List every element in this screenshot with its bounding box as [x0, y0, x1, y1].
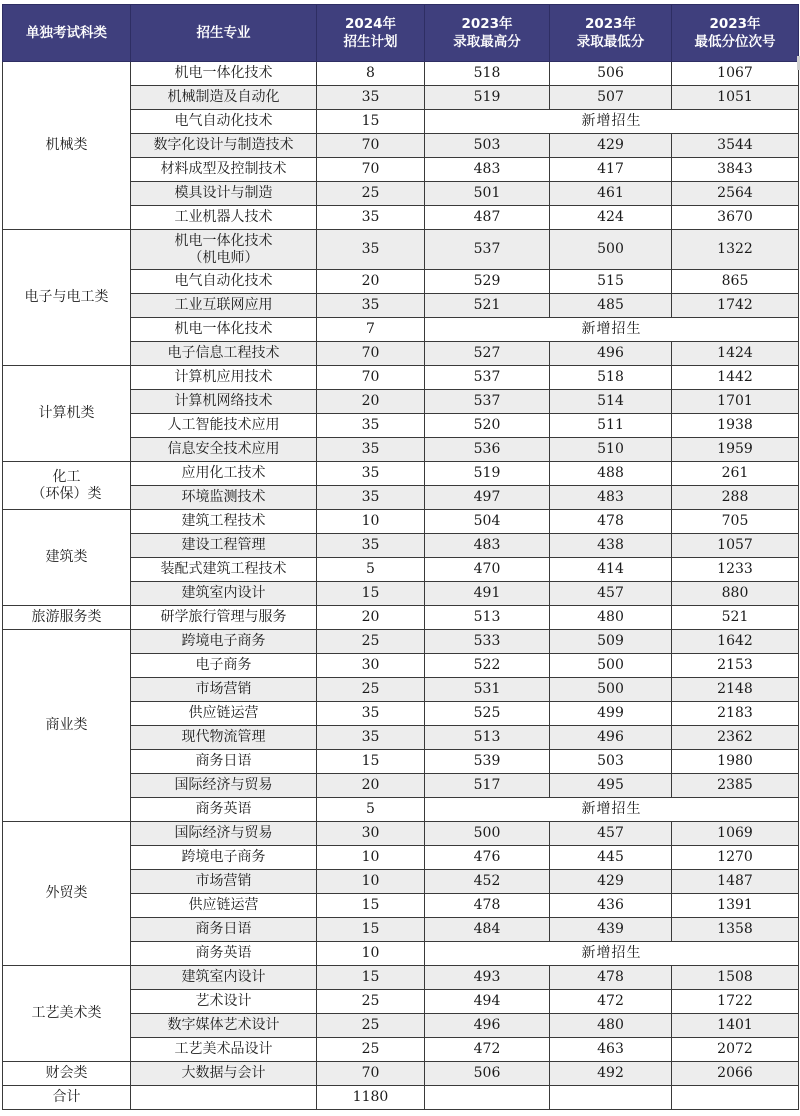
- low-score-cell: 472: [550, 990, 672, 1014]
- major-cell: 跨境电子商务: [131, 846, 317, 870]
- high-score-cell: 519: [425, 462, 550, 486]
- major-cell: 商务日语: [131, 918, 317, 942]
- plan-cell: 7: [317, 318, 425, 342]
- low-score-cell: 438: [550, 534, 672, 558]
- major-cell: 模具设计与制造: [131, 182, 317, 206]
- table-body: [3, 62, 799, 1110]
- major-cell: 建筑工程技术: [131, 510, 317, 534]
- high-score-cell: 491: [425, 582, 550, 606]
- admissions-table: [2, 4, 799, 1110]
- high-score-cell: 484: [425, 918, 550, 942]
- new-enrollment-note: 新增招生: [425, 110, 799, 134]
- low-score-cell: 424: [550, 206, 672, 230]
- major-cell: 数字媒体艺术设计: [131, 1014, 317, 1038]
- total-empty-cell: [425, 1086, 550, 1110]
- high-score-cell: 487: [425, 206, 550, 230]
- rank-cell: 3843: [672, 158, 799, 182]
- rank-cell: 1270: [672, 846, 799, 870]
- major-cell: 计算机网络技术: [131, 390, 317, 414]
- low-score-cell: 507: [550, 86, 672, 110]
- table-row: [3, 966, 799, 990]
- plan-cell: 10: [317, 870, 425, 894]
- plan-cell: 70: [317, 342, 425, 366]
- low-score-cell: 461: [550, 182, 672, 206]
- high-score-cell: 452: [425, 870, 550, 894]
- plan-cell: 15: [317, 966, 425, 990]
- header-category: 单独考试科类: [3, 5, 131, 62]
- low-score-cell: 500: [550, 230, 672, 270]
- header-rank: 2023年 最低分位次号: [672, 5, 799, 62]
- rank-cell: 2153: [672, 654, 799, 678]
- total-label: 合计: [3, 1086, 131, 1110]
- rank-cell: 1959: [672, 438, 799, 462]
- low-score-cell: 514: [550, 390, 672, 414]
- rank-cell: 1742: [672, 294, 799, 318]
- low-score-cell: 496: [550, 726, 672, 750]
- total-empty-cell: [550, 1086, 672, 1110]
- plan-cell: 70: [317, 366, 425, 390]
- high-score-cell: 521: [425, 294, 550, 318]
- low-score-cell: 480: [550, 1014, 672, 1038]
- rank-cell: 1391: [672, 894, 799, 918]
- low-score-cell: 500: [550, 678, 672, 702]
- table-header: [3, 5, 799, 62]
- major-cell: 计算机应用技术: [131, 366, 317, 390]
- high-score-cell: 525: [425, 702, 550, 726]
- category-cell: 财会类: [3, 1062, 131, 1086]
- header-high-score: 2023年 录取最高分: [425, 5, 550, 62]
- plan-cell: 15: [317, 582, 425, 606]
- plan-cell: 35: [317, 726, 425, 750]
- plan-cell: 25: [317, 990, 425, 1014]
- plan-cell: 10: [317, 846, 425, 870]
- plan-cell: 35: [317, 486, 425, 510]
- plan-cell: 70: [317, 1062, 425, 1086]
- table-row: [3, 1062, 799, 1086]
- plan-cell: 20: [317, 774, 425, 798]
- low-score-cell: 506: [550, 62, 672, 86]
- high-score-cell: 537: [425, 230, 550, 270]
- major-cell: 商务英语: [131, 798, 317, 822]
- low-score-cell: 457: [550, 582, 672, 606]
- low-score-cell: 499: [550, 702, 672, 726]
- total-row: [3, 1086, 799, 1110]
- table-row: [3, 606, 799, 630]
- high-score-cell: 536: [425, 438, 550, 462]
- plan-cell: 8: [317, 62, 425, 86]
- major-cell: 研学旅行管理与服务: [131, 606, 317, 630]
- rank-cell: 1442: [672, 366, 799, 390]
- major-cell: 机电一体化技术: [131, 62, 317, 86]
- rank-cell: 705: [672, 510, 799, 534]
- category-cell: 机械类: [3, 62, 131, 230]
- high-score-cell: 531: [425, 678, 550, 702]
- rank-cell: 3670: [672, 206, 799, 230]
- plan-cell: 5: [317, 558, 425, 582]
- rank-cell: 1980: [672, 750, 799, 774]
- table-row: [3, 462, 799, 486]
- high-score-cell: 537: [425, 390, 550, 414]
- category-cell: 电子与电工类: [3, 230, 131, 366]
- major-cell: 国际经济与贸易: [131, 822, 317, 846]
- plan-cell: 25: [317, 630, 425, 654]
- high-score-cell: 476: [425, 846, 550, 870]
- rank-cell: 1067: [672, 62, 799, 86]
- category-cell: 工艺美术类: [3, 966, 131, 1062]
- low-score-cell: 500: [550, 654, 672, 678]
- plan-cell: 5: [317, 798, 425, 822]
- major-cell: 工业机器人技术: [131, 206, 317, 230]
- low-score-cell: 480: [550, 606, 672, 630]
- plan-cell: 70: [317, 134, 425, 158]
- major-cell: 建筑室内设计: [131, 582, 317, 606]
- plan-cell: 25: [317, 678, 425, 702]
- major-cell: 跨境电子商务: [131, 630, 317, 654]
- major-cell: 建设工程管理: [131, 534, 317, 558]
- table-row: [3, 822, 799, 846]
- high-score-cell: 493: [425, 966, 550, 990]
- plan-cell: 35: [317, 294, 425, 318]
- major-cell: 电气自动化技术: [131, 110, 317, 134]
- major-cell: 供应链运营: [131, 702, 317, 726]
- plan-cell: 35: [317, 702, 425, 726]
- high-score-cell: 483: [425, 534, 550, 558]
- table-row: [3, 230, 799, 270]
- rank-cell: 1701: [672, 390, 799, 414]
- low-score-cell: 478: [550, 966, 672, 990]
- high-score-cell: 539: [425, 750, 550, 774]
- high-score-cell: 504: [425, 510, 550, 534]
- low-score-cell: 478: [550, 510, 672, 534]
- plan-cell: 25: [317, 1038, 425, 1062]
- major-cell: 材料成型及控制技术: [131, 158, 317, 182]
- low-score-cell: 429: [550, 870, 672, 894]
- major-cell: 环境监测技术: [131, 486, 317, 510]
- low-score-cell: 483: [550, 486, 672, 510]
- rank-cell: 865: [672, 270, 799, 294]
- high-score-cell: 513: [425, 606, 550, 630]
- major-cell: 建筑室内设计: [131, 966, 317, 990]
- high-score-cell: 506: [425, 1062, 550, 1086]
- total-empty-cell: [672, 1086, 799, 1110]
- plan-cell: 25: [317, 182, 425, 206]
- high-score-cell: 501: [425, 182, 550, 206]
- plan-cell: 35: [317, 230, 425, 270]
- table-row: [3, 510, 799, 534]
- rank-cell: 3544: [672, 134, 799, 158]
- low-score-cell: 436: [550, 894, 672, 918]
- major-cell: 艺术设计: [131, 990, 317, 1014]
- plan-cell: 10: [317, 942, 425, 966]
- plan-cell: 25: [317, 1014, 425, 1038]
- low-score-cell: 417: [550, 158, 672, 182]
- low-score-cell: 510: [550, 438, 672, 462]
- rank-cell: 261: [672, 462, 799, 486]
- plan-cell: 70: [317, 158, 425, 182]
- header-plan: 2024年 招生计划: [317, 5, 425, 62]
- plan-cell: 35: [317, 462, 425, 486]
- low-score-cell: 445: [550, 846, 672, 870]
- major-cell: 机械制造及自动化: [131, 86, 317, 110]
- plan-cell: 20: [317, 270, 425, 294]
- rank-cell: 1233: [672, 558, 799, 582]
- low-score-cell: 492: [550, 1062, 672, 1086]
- rank-cell: 2385: [672, 774, 799, 798]
- rank-cell: 1401: [672, 1014, 799, 1038]
- rank-cell: 2362: [672, 726, 799, 750]
- rank-cell: 1938: [672, 414, 799, 438]
- rank-cell: 1642: [672, 630, 799, 654]
- high-score-cell: 518: [425, 62, 550, 86]
- major-cell: 现代物流管理: [131, 726, 317, 750]
- rank-cell: 2148: [672, 678, 799, 702]
- plan-cell: 35: [317, 438, 425, 462]
- high-score-cell: 533: [425, 630, 550, 654]
- rank-cell: 1722: [672, 990, 799, 1014]
- high-score-cell: 496: [425, 1014, 550, 1038]
- plan-cell: 35: [317, 206, 425, 230]
- category-cell: 计算机类: [3, 366, 131, 462]
- new-enrollment-note: 新增招生: [425, 318, 799, 342]
- major-cell: 信息安全技术应用: [131, 438, 317, 462]
- major-cell: 应用化工技术: [131, 462, 317, 486]
- low-score-cell: 509: [550, 630, 672, 654]
- plan-cell: 30: [317, 654, 425, 678]
- major-cell: 商务日语: [131, 750, 317, 774]
- major-cell: 机电一体化技术: [131, 318, 317, 342]
- plan-cell: 20: [317, 606, 425, 630]
- plan-cell: 20: [317, 390, 425, 414]
- high-score-cell: 537: [425, 366, 550, 390]
- high-score-cell: 494: [425, 990, 550, 1014]
- high-score-cell: 470: [425, 558, 550, 582]
- plan-cell: 15: [317, 750, 425, 774]
- category-cell: 外贸类: [3, 822, 131, 966]
- rank-cell: 1051: [672, 86, 799, 110]
- low-score-cell: 457: [550, 822, 672, 846]
- high-score-cell: 519: [425, 86, 550, 110]
- major-cell: 装配式建筑工程技术: [131, 558, 317, 582]
- low-score-cell: 515: [550, 270, 672, 294]
- category-cell: 旅游服务类: [3, 606, 131, 630]
- major-cell: 人工智能技术应用: [131, 414, 317, 438]
- low-score-cell: 503: [550, 750, 672, 774]
- high-score-cell: 527: [425, 342, 550, 366]
- low-score-cell: 463: [550, 1038, 672, 1062]
- table-row: [3, 62, 799, 86]
- category-cell: 商业类: [3, 630, 131, 822]
- header-low-score: 2023年 录取最低分: [550, 5, 672, 62]
- rank-cell: 1069: [672, 822, 799, 846]
- new-enrollment-note: 新增招生: [425, 798, 799, 822]
- plan-cell: 15: [317, 918, 425, 942]
- rank-cell: 2183: [672, 702, 799, 726]
- low-score-cell: 429: [550, 134, 672, 158]
- rank-cell: 1358: [672, 918, 799, 942]
- high-score-cell: 478: [425, 894, 550, 918]
- high-score-cell: 529: [425, 270, 550, 294]
- high-score-cell: 517: [425, 774, 550, 798]
- high-score-cell: 483: [425, 158, 550, 182]
- plan-cell: 30: [317, 822, 425, 846]
- low-score-cell: 495: [550, 774, 672, 798]
- low-score-cell: 488: [550, 462, 672, 486]
- major-cell: 商务英语: [131, 942, 317, 966]
- major-cell: 供应链运营: [131, 894, 317, 918]
- rank-cell: 1057: [672, 534, 799, 558]
- major-cell: 电子信息工程技术: [131, 342, 317, 366]
- plan-cell: 15: [317, 110, 425, 134]
- rank-cell: 1322: [672, 230, 799, 270]
- major-cell: 机电一体化技术 （机电师）: [131, 230, 317, 270]
- low-score-cell: 511: [550, 414, 672, 438]
- high-score-cell: 522: [425, 654, 550, 678]
- total-empty-cell: [131, 1086, 317, 1110]
- low-score-cell: 518: [550, 366, 672, 390]
- major-cell: 电子商务: [131, 654, 317, 678]
- low-score-cell: 439: [550, 918, 672, 942]
- new-enrollment-note: 新增招生: [425, 942, 799, 966]
- category-cell: 建筑类: [3, 510, 131, 606]
- rank-cell: 1424: [672, 342, 799, 366]
- major-cell: 电气自动化技术: [131, 270, 317, 294]
- rank-cell: 1487: [672, 870, 799, 894]
- rank-cell: 2564: [672, 182, 799, 206]
- low-score-cell: 485: [550, 294, 672, 318]
- high-score-cell: 520: [425, 414, 550, 438]
- low-score-cell: 414: [550, 558, 672, 582]
- major-cell: 工业互联网应用: [131, 294, 317, 318]
- category-cell: 化工 （环保）类: [3, 462, 131, 510]
- major-cell: 工艺美术品设计: [131, 1038, 317, 1062]
- header-major: 招生专业: [131, 5, 317, 62]
- major-cell: 市场营销: [131, 870, 317, 894]
- high-score-cell: 497: [425, 486, 550, 510]
- plan-cell: 35: [317, 534, 425, 558]
- table-row: [3, 630, 799, 654]
- low-score-cell: 496: [550, 342, 672, 366]
- plan-cell: 15: [317, 894, 425, 918]
- plan-cell: 35: [317, 414, 425, 438]
- high-score-cell: 503: [425, 134, 550, 158]
- plan-cell: 10: [317, 510, 425, 534]
- rank-cell: 2072: [672, 1038, 799, 1062]
- rank-cell: 1508: [672, 966, 799, 990]
- plan-cell: 35: [317, 86, 425, 110]
- rank-cell: 288: [672, 486, 799, 510]
- high-score-cell: 500: [425, 822, 550, 846]
- rank-cell: 2066: [672, 1062, 799, 1086]
- major-cell: 数字化设计与制造技术: [131, 134, 317, 158]
- major-cell: 市场营销: [131, 678, 317, 702]
- major-cell: 国际经济与贸易: [131, 774, 317, 798]
- rank-cell: 521: [672, 606, 799, 630]
- major-cell: 大数据与会计: [131, 1062, 317, 1086]
- total-plan: 1180: [317, 1086, 425, 1110]
- table-row: [3, 366, 799, 390]
- rank-cell: 880: [672, 582, 799, 606]
- high-score-cell: 513: [425, 726, 550, 750]
- high-score-cell: 472: [425, 1038, 550, 1062]
